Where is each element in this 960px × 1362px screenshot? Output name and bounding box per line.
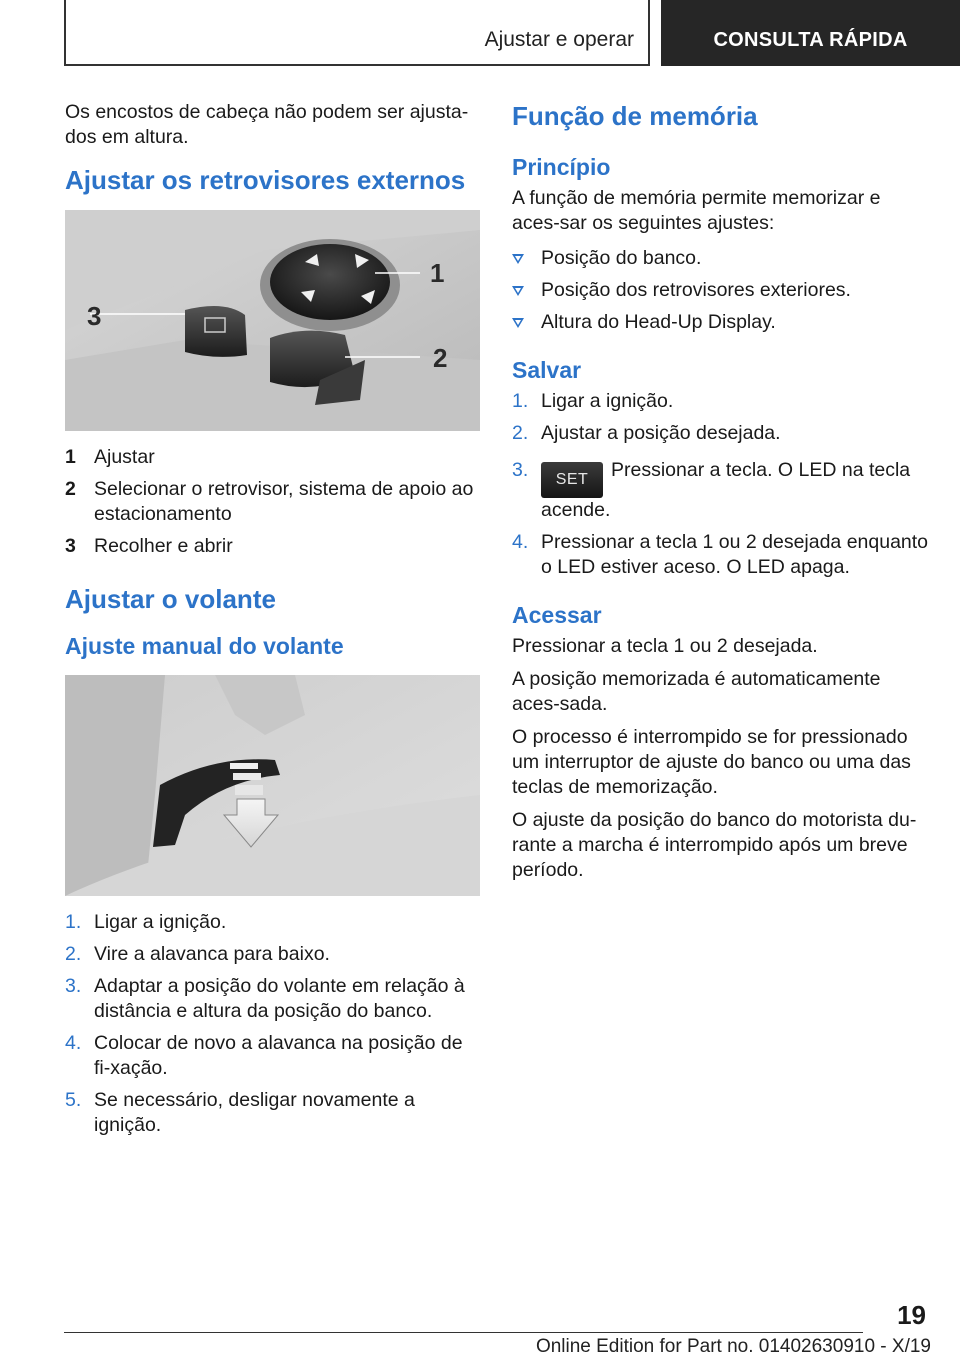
headrest-note: Os encostos de cabeça não podem ser ajusta-dos em altura.: [65, 101, 469, 148]
callout-1: 1: [430, 258, 445, 288]
list-item: Altura do Head-Up Display.: [512, 310, 930, 335]
memory-settings-list: [512, 246, 930, 335]
mirrors-heading: Ajustar os retrovisores externos: [65, 165, 466, 195]
chapter-tab: [661, 0, 960, 66]
list-item: 3. SET Pressionar a tecla. O LED na tecla acende.: [512, 459, 911, 521]
access-text: O processo é interrompido se for pressionado um interruptor de ajuste do banco ou uma das teclas de memorização.: [512, 726, 911, 798]
bullet-triangle-icon: [512, 286, 524, 296]
principle-heading: Princípio: [512, 154, 611, 180]
access-text: Pressionar a tecla 1 ou 2 desejada.: [512, 635, 818, 657]
list-item: 1. Ligar a ignição.: [65, 911, 227, 933]
principle-text: A função de memória permite memorizar e aces-sar os seguintes ajustes:: [512, 187, 881, 234]
chapter-title: CONSULTA RÁPIDA: [713, 29, 908, 51]
footer-divider: [64, 1332, 863, 1333]
list-item: 1. Ligar a ignição.: [512, 390, 674, 412]
list-item: Posição do banco.: [512, 246, 930, 271]
callout-3: 3: [87, 301, 102, 331]
bullet-triangle-icon: [512, 318, 524, 328]
save-steps: [512, 389, 930, 580]
list-item: 2. Ajustar a posição desejada.: [512, 422, 781, 444]
steering-lever-figure: [65, 675, 480, 896]
memory-heading: Função de memória: [512, 101, 758, 131]
running-header-section: Ajustar e operar: [484, 28, 634, 51]
access-heading: Acessar: [512, 602, 602, 628]
bullet-triangle-icon: [512, 254, 524, 264]
save-heading: Salvar: [512, 357, 582, 383]
mirror-control-figure: [65, 210, 480, 431]
steering-heading: Ajustar o volante: [65, 584, 276, 614]
header-section-box: [64, 0, 650, 66]
steering-steps: [65, 910, 481, 1138]
left-column: [65, 100, 481, 1145]
right-column: [512, 100, 930, 891]
callout-2: 2: [433, 343, 448, 373]
access-text: A posição memorizada é automaticamente aces-sada.: [512, 668, 881, 715]
list-item: 4. Colocar de novo a alavanca na posição de fi-xação.: [65, 1032, 463, 1079]
legend-item: 3 Recolher e abrir: [65, 535, 233, 557]
list-item: 3. Adaptar a posição do volante em relação à distância e altura da posição do banco.: [65, 975, 465, 1022]
list-item: 2. Vire a alavanca para baixo.: [65, 943, 330, 965]
legend-item: 2 Selecionar o retrovisor, sistema de apoio ao estacionamento: [65, 478, 474, 525]
access-text: O ajuste da posição do banco do motorista du-rante a marcha é interrompido após um breve período.: [512, 809, 917, 881]
mirror-legend: [65, 445, 481, 559]
list-item: Posição dos retrovisores exteriores.: [512, 278, 930, 303]
steering-subheading: Ajuste manual do volante: [65, 633, 344, 659]
list-item: 4. Pressionar a tecla 1 ou 2 desejada enquanto o LED estiver aceso. O LED apaga.: [512, 531, 929, 578]
list-item: 5. Se necessário, desligar novamente a ignição.: [65, 1089, 415, 1136]
legend-item: 1 Ajustar: [65, 446, 155, 468]
page-number: 19: [897, 1300, 926, 1330]
edition-note: Online Edition for Part no. 01402630910 - X/19: [535, 1336, 931, 1357]
set-key-icon: SET: [541, 462, 603, 498]
